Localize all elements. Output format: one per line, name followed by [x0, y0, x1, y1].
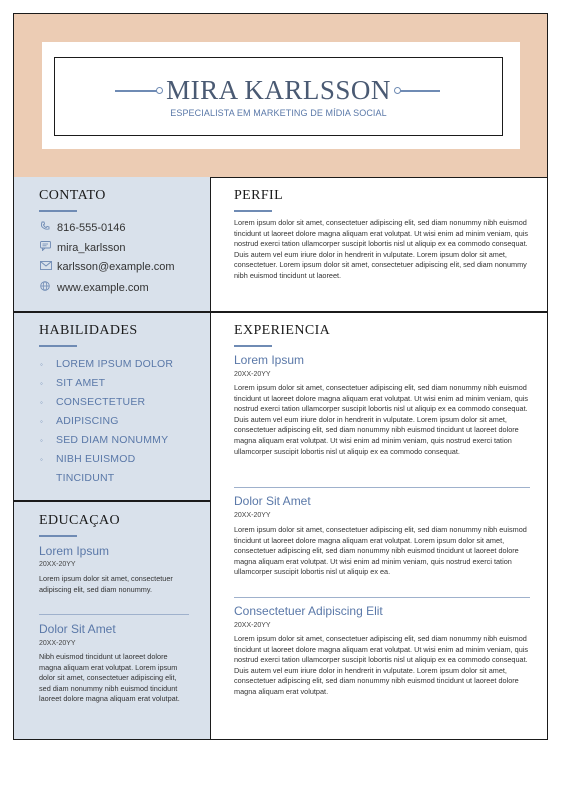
resume-page — [13, 13, 548, 740]
contact-email — [40, 261, 175, 273]
right-divider — [211, 311, 548, 313]
profile-text: Lorem ipsum dolor sit amet, consectetuer adipiscing elit, sed diam nonummy nibh euismod tincidunt ut laoreet dolore magna aliquam erat volutpat. Ut wisi enim ad minim veniam, quis nostrud exerci tation ullamcorper suscipit lobortis nisl ut aliquip ex ea commodo consequat. Duis autem vel eum iriure dolor in hendrerit in vulputate. Lorem ipsum dolor sit amet, consectetuer. Lorem ipsum dolor sit amet, consectetuer adipiscing elit, sed diam nonummy nibh euismod tincidunt ut laoreet. — [234, 218, 529, 280]
experience-job-title: Dolor Sit Amet — [234, 494, 311, 508]
contact-phone — [40, 221, 126, 234]
header-frame — [54, 57, 503, 136]
skills-title: HABILIDADES — [39, 323, 138, 338]
experience-date: 20XX-20YY — [234, 622, 271, 629]
bullet-icon: ◦ — [40, 398, 44, 407]
experience-text: Lorem ipsum dolor sit amet, consectetuer adipiscing elit, sed diam nonummy nibh euismod tincidunt ut laoreet dolore magna aliquam erat volutpat. Ut wisi enim ad minim veniam, quis nostrud exerci tation ullamcorper suscipit lobortis nisl ut aliquip ex ea commodo consequat. Duis autem vel eum iriure dolor in hendrerit in vulputate. Lorem ipsum dolor sit amet, consectetuer adipiscing elit, sed diam nonummy nibh euismod tincidunt ut laoreet dolore magna aliquam erat volutpat. Ut wisi enim ad minim veniam, quis nostrud exerci tation ullamcorper suscipit lobortis nisl ut aliquip ex ea commodo consequat. — [234, 383, 529, 456]
bullet-icon: ◦ — [40, 379, 44, 388]
contact-website — [40, 281, 149, 294]
education-name: Dolor Sit Amet — [39, 622, 116, 636]
candidate-name: MIRA KARLSSON — [166, 75, 391, 105]
skill-item: ◦ ADIPISCING — [40, 415, 119, 427]
education-name: Lorem Ipsum — [39, 544, 110, 558]
experience-separator — [234, 597, 530, 598]
skills-underline — [39, 345, 77, 347]
website-text: www.example.com — [57, 281, 149, 294]
education-underline — [39, 535, 77, 537]
phone-text: 816-555-0146 — [57, 221, 126, 234]
email-text: karlsson@example.com — [57, 261, 175, 273]
email-icon — [40, 261, 54, 273]
education-date: 20XX-20YY — [39, 561, 76, 568]
skill-item: ◦ SED DIAM NONUMMY — [40, 434, 169, 446]
chat-text: mira_karlsson — [57, 241, 126, 254]
profile-underline — [234, 210, 272, 212]
contact-title: CONTATO — [39, 188, 106, 203]
education-date: 20XX-20YY — [39, 640, 76, 647]
skill-item: ◦ CONSECTETUER — [40, 396, 146, 408]
skill-item: TINCIDUNT — [56, 472, 115, 484]
chat-icon — [40, 241, 54, 254]
experience-job-title: Lorem Ipsum — [234, 353, 305, 367]
experience-underline — [234, 345, 272, 347]
contact-underline — [39, 210, 77, 212]
skill-item: ◦ NIBH EUISMOD — [40, 453, 136, 465]
bullet-icon: ◦ — [40, 436, 44, 445]
bullet-icon: ◦ — [40, 360, 44, 369]
skill-item: ◦ LOREM IPSUM DOLOR — [40, 358, 174, 370]
left-divider-2 — [14, 500, 211, 502]
experience-job-title: Consectetuer Adipiscing Elit — [234, 604, 383, 618]
contact-chat — [40, 241, 125, 254]
globe-icon — [40, 281, 54, 294]
education-separator — [39, 614, 189, 615]
experience-date: 20XX-20YY — [234, 512, 271, 519]
candidate-subtitle: ESPECIALISTA EM MARKETING DE MÍDIA SOCIAL — [170, 108, 387, 118]
phone-icon — [40, 221, 54, 234]
experience-date: 20XX-20YY — [234, 371, 271, 378]
education-text: Lorem ipsum dolor sit amet, consectetuer adipiscing elit, sed diam nonummy. — [39, 574, 173, 594]
left-divider-1 — [14, 311, 211, 313]
experience-text: Lorem ipsum dolor sit amet, consectetuer adipiscing elit, sed diam nonummy nibh euismod tincidunt ut laoreet dolore magna aliquam erat volutpat. Ut wisi enim ad minim veniam, quis nostrud exerci tation ullamcorper suscipit lobortis nisl ut aliquip ex ea commodo consequat. Duis autem vel eum iriure dolor in hendrerit in vulputate. Lorem ipsum dolor sit amet, consectetuer adipiscing elit, sed diam nonummy nibh euismod tincidunt ut laoreet dolore magna aliquam erat volutpat. — [234, 634, 529, 696]
education-title: EDUCAÇAO — [39, 513, 120, 528]
header-band — [14, 14, 547, 178]
bullet-icon: ◦ — [40, 417, 44, 426]
education-text: Nibh euismod tincidunt ut laoreet dolore magna aliquam erat volutpat. Lorem ipsum dolor sit amet, consectetuer adipiscing elit, sed diam nonummy nibh euismod tincidunt laoreet dolore magna aliquam erat volutpat. — [39, 652, 180, 704]
left-column — [14, 177, 211, 739]
bullet-icon: ◦ — [40, 455, 44, 464]
experience-text: Lorem ipsum dolor sit amet, consectetuer adipiscing elit, sed diam nonummy nibh euismod tincidunt ut laoreet dolore magna aliquam erat volutpat. Lorem ipsum dolor sit amet, consectetuer adipiscing elit, sed diam nonummy nibh euismod tincidunt ut laoreet dolore magna aliquam erat volutpat. Ut wisi enim ad minim veniam, quis nostrud exerci tation ullamcorper suscipit lobortis nisl ut aliquip ex ea. — [234, 525, 527, 577]
experience-title: EXPERIENCIA — [234, 323, 331, 338]
profile-title: PERFIL — [234, 188, 284, 203]
experience-separator — [234, 487, 530, 488]
skill-item: ◦ SIT AMET — [40, 377, 106, 389]
